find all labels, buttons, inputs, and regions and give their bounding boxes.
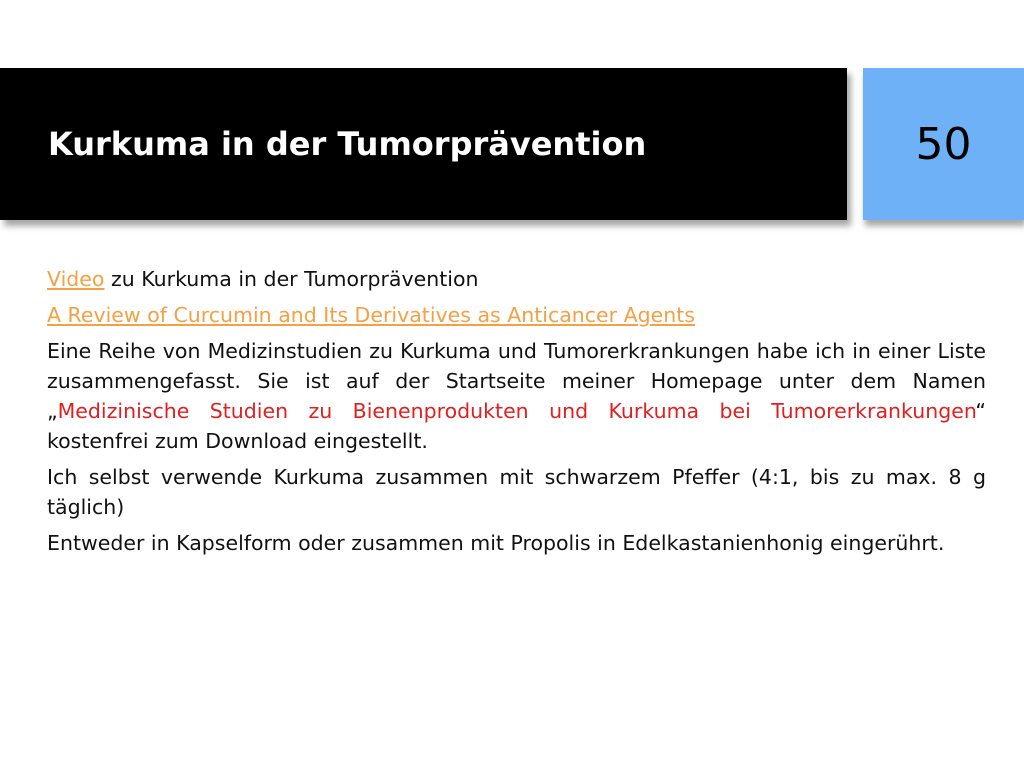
slide-title: Kurkuma in der Tumorprävention [48,125,647,163]
usage-text: Entweder in Kapselform oder zusammen mit Propolis in Edelkastanienhonig eingerührt. [47,531,945,555]
paragraph-usage [47,528,986,558]
review-article-link[interactable]: A Review of Curcumin and Its Derivatives as Anticancer Agents [47,303,695,327]
studies-text-after: “ kostenfrei zum Download eingestellt. [47,399,986,453]
slide-number: 50 [915,119,972,170]
paragraph-review [47,300,986,330]
video-link-description: zu Kurkuma in der Tumorprävention [104,267,479,291]
studies-text-before: Eine Reihe von Medizinstudien zu Kurkuma und Tumorerkrankungen habe ich in einer Liste zusammengefasst. Sie ist auf der Startseite meiner Homepage unter dem Namen „ [47,339,986,423]
paragraph-dosage [47,462,986,522]
paragraph-video [47,264,986,294]
paragraph-studies-list [47,336,986,456]
slide-body [47,264,986,564]
dosage-text: Ich selbst verwende Kurkuma zusammen mit schwarzem Pfeffer (4:1, bis zu max. 8 g täglich) [47,465,986,519]
studies-list-title: Medizinische Studien zu Bienenprodukten und Kurkuma bei Tumorerkrankungen [57,399,976,423]
video-link[interactable]: Video [47,267,105,291]
